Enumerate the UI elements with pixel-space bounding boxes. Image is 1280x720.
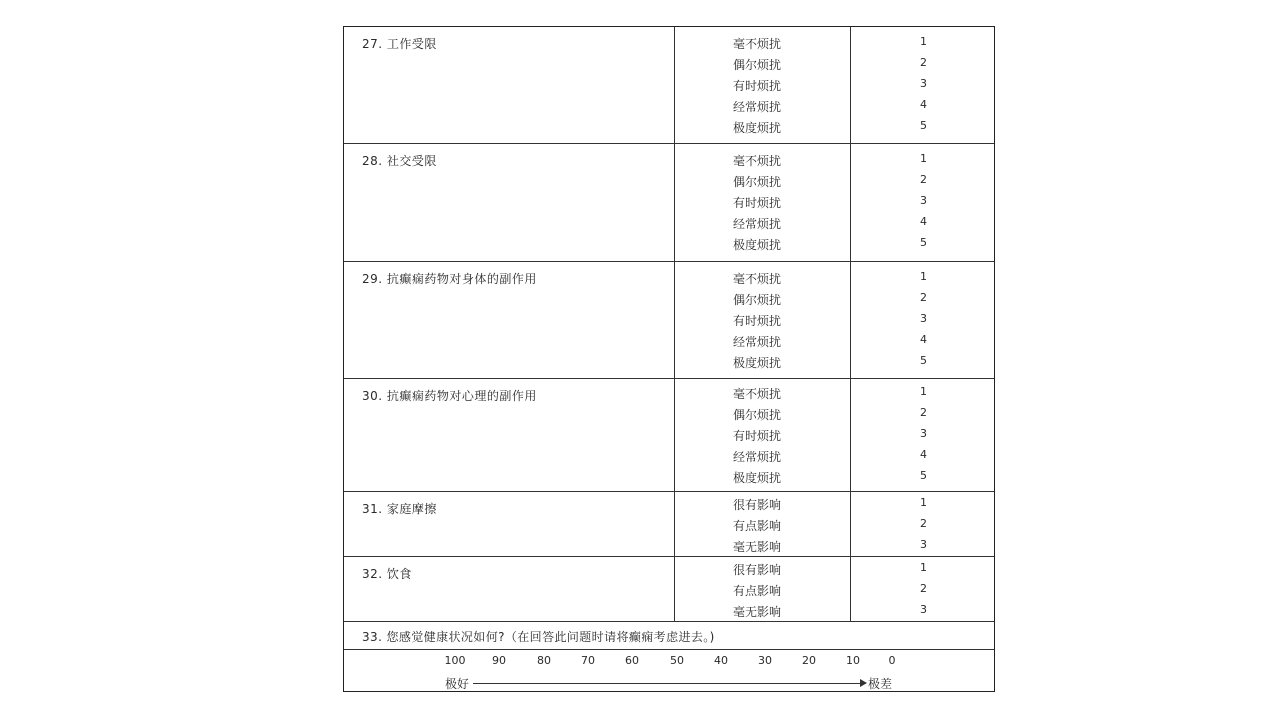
option-score: 4 <box>920 333 927 346</box>
scale-tick[interactable]: 70 <box>581 654 595 667</box>
scale-tick[interactable]: 20 <box>802 654 816 667</box>
option-label: 毫无影响 <box>733 540 782 554</box>
option-label: 经常烦扰 <box>733 450 782 464</box>
option-score: 1 <box>920 35 927 48</box>
option-score: 3 <box>920 603 927 616</box>
option-row[interactable] <box>344 351 994 372</box>
option-label: 毫不烦扰 <box>733 37 782 51</box>
option-label: 极度烦扰 <box>733 238 782 252</box>
option-row[interactable] <box>344 116 994 137</box>
option-row[interactable] <box>344 579 994 600</box>
scale-tick[interactable]: 40 <box>714 654 728 667</box>
option-score: 1 <box>920 385 927 398</box>
option-row[interactable] <box>344 558 994 579</box>
question-27 <box>344 27 994 144</box>
option-score: 5 <box>920 469 927 482</box>
scale-tick[interactable]: 80 <box>537 654 551 667</box>
option-label: 毫不烦扰 <box>733 272 782 286</box>
option-label: 极度烦扰 <box>733 356 782 370</box>
option-score: 5 <box>920 236 927 249</box>
option-label: 偶尔烦扰 <box>733 293 782 307</box>
option-label: 有时烦扰 <box>733 429 782 443</box>
option-score: 3 <box>920 427 927 440</box>
question-title: 32. 饮食 <box>362 567 412 581</box>
option-label: 经常烦扰 <box>733 100 782 114</box>
option-score: 2 <box>920 56 927 69</box>
option-row[interactable] <box>344 212 994 233</box>
scale-tick[interactable]: 50 <box>670 654 684 667</box>
question-28 <box>344 144 994 262</box>
health-rating-scale[interactable] <box>344 650 994 693</box>
option-score: 2 <box>920 173 927 186</box>
option-row[interactable] <box>344 493 994 514</box>
option-label: 偶尔烦扰 <box>733 58 782 72</box>
option-row[interactable] <box>344 233 994 254</box>
option-row[interactable] <box>344 535 994 556</box>
question-31 <box>344 492 994 557</box>
question-title: 27. 工作受限 <box>362 37 437 51</box>
option-label: 偶尔烦扰 <box>733 408 782 422</box>
option-score: 3 <box>920 538 927 551</box>
option-score: 1 <box>920 270 927 283</box>
option-score: 5 <box>920 354 927 367</box>
question-title: 30. 抗癫痫药物对心理的副作用 <box>362 389 537 403</box>
option-score: 3 <box>920 194 927 207</box>
question-30 <box>344 379 994 492</box>
question-title: 31. 家庭摩擦 <box>362 502 437 516</box>
option-score: 4 <box>920 98 927 111</box>
option-score: 3 <box>920 312 927 325</box>
scale-arrow-line <box>473 683 862 684</box>
option-score: 4 <box>920 215 927 228</box>
scale-tick[interactable]: 10 <box>846 654 860 667</box>
option-label: 很有影响 <box>733 563 782 577</box>
option-row[interactable] <box>344 53 994 74</box>
question-title: 33. 您感觉健康状况如何?（在回答此问题时请将癫痫考虑进去。) <box>362 630 715 644</box>
scale-tick[interactable]: 0 <box>888 654 896 667</box>
scale-left-label: 极好 <box>445 677 470 691</box>
option-score: 4 <box>920 448 927 461</box>
question-33 <box>344 622 994 650</box>
scale-right-label: 极差 <box>868 677 893 691</box>
option-label: 很有影响 <box>733 498 782 512</box>
option-score: 3 <box>920 77 927 90</box>
option-row[interactable] <box>344 382 994 403</box>
option-row[interactable] <box>344 191 994 212</box>
option-row[interactable] <box>344 424 994 445</box>
question-32 <box>344 557 994 622</box>
scale-tick[interactable]: 90 <box>492 654 506 667</box>
option-row[interactable] <box>344 330 994 351</box>
option-row[interactable] <box>344 267 994 288</box>
option-label: 有点影响 <box>733 584 782 598</box>
option-row[interactable] <box>344 514 994 535</box>
option-label: 极度烦扰 <box>733 471 782 485</box>
option-row[interactable] <box>344 74 994 95</box>
option-label: 有时烦扰 <box>733 196 782 210</box>
option-score: 1 <box>920 496 927 509</box>
option-score: 5 <box>920 119 927 132</box>
option-score: 2 <box>920 517 927 530</box>
option-row[interactable] <box>344 403 994 424</box>
option-label: 毫不烦扰 <box>733 387 782 401</box>
option-label: 有点影响 <box>733 519 782 533</box>
arrow-right-icon <box>860 679 867 687</box>
option-row[interactable] <box>344 32 994 53</box>
question-29 <box>344 262 994 379</box>
option-score: 2 <box>920 582 927 595</box>
option-score: 1 <box>920 561 927 574</box>
option-label: 经常烦扰 <box>733 335 782 349</box>
questionnaire-page <box>343 26 995 692</box>
option-label: 有时烦扰 <box>733 79 782 93</box>
option-label: 极度烦扰 <box>733 121 782 135</box>
option-score: 2 <box>920 406 927 419</box>
option-label: 毫不烦扰 <box>733 154 782 168</box>
option-row[interactable] <box>344 309 994 330</box>
option-label: 偶尔烦扰 <box>733 175 782 189</box>
option-row[interactable] <box>344 288 994 309</box>
option-score: 1 <box>920 152 927 165</box>
option-label: 经常烦扰 <box>733 217 782 231</box>
scale-tick[interactable]: 30 <box>758 654 772 667</box>
question-title: 28. 社交受限 <box>362 154 437 168</box>
option-row[interactable] <box>344 170 994 191</box>
option-row[interactable] <box>344 600 994 621</box>
option-label: 毫无影响 <box>733 605 782 619</box>
option-score: 2 <box>920 291 927 304</box>
option-row[interactable] <box>344 149 994 170</box>
option-label: 有时烦扰 <box>733 314 782 328</box>
option-row[interactable] <box>344 445 994 466</box>
scale-tick[interactable]: 100 <box>444 654 466 667</box>
option-row[interactable] <box>344 95 994 116</box>
option-row[interactable] <box>344 466 994 487</box>
question-title: 29. 抗癫痫药物对身体的副作用 <box>362 272 537 286</box>
scale-tick[interactable]: 60 <box>625 654 639 667</box>
